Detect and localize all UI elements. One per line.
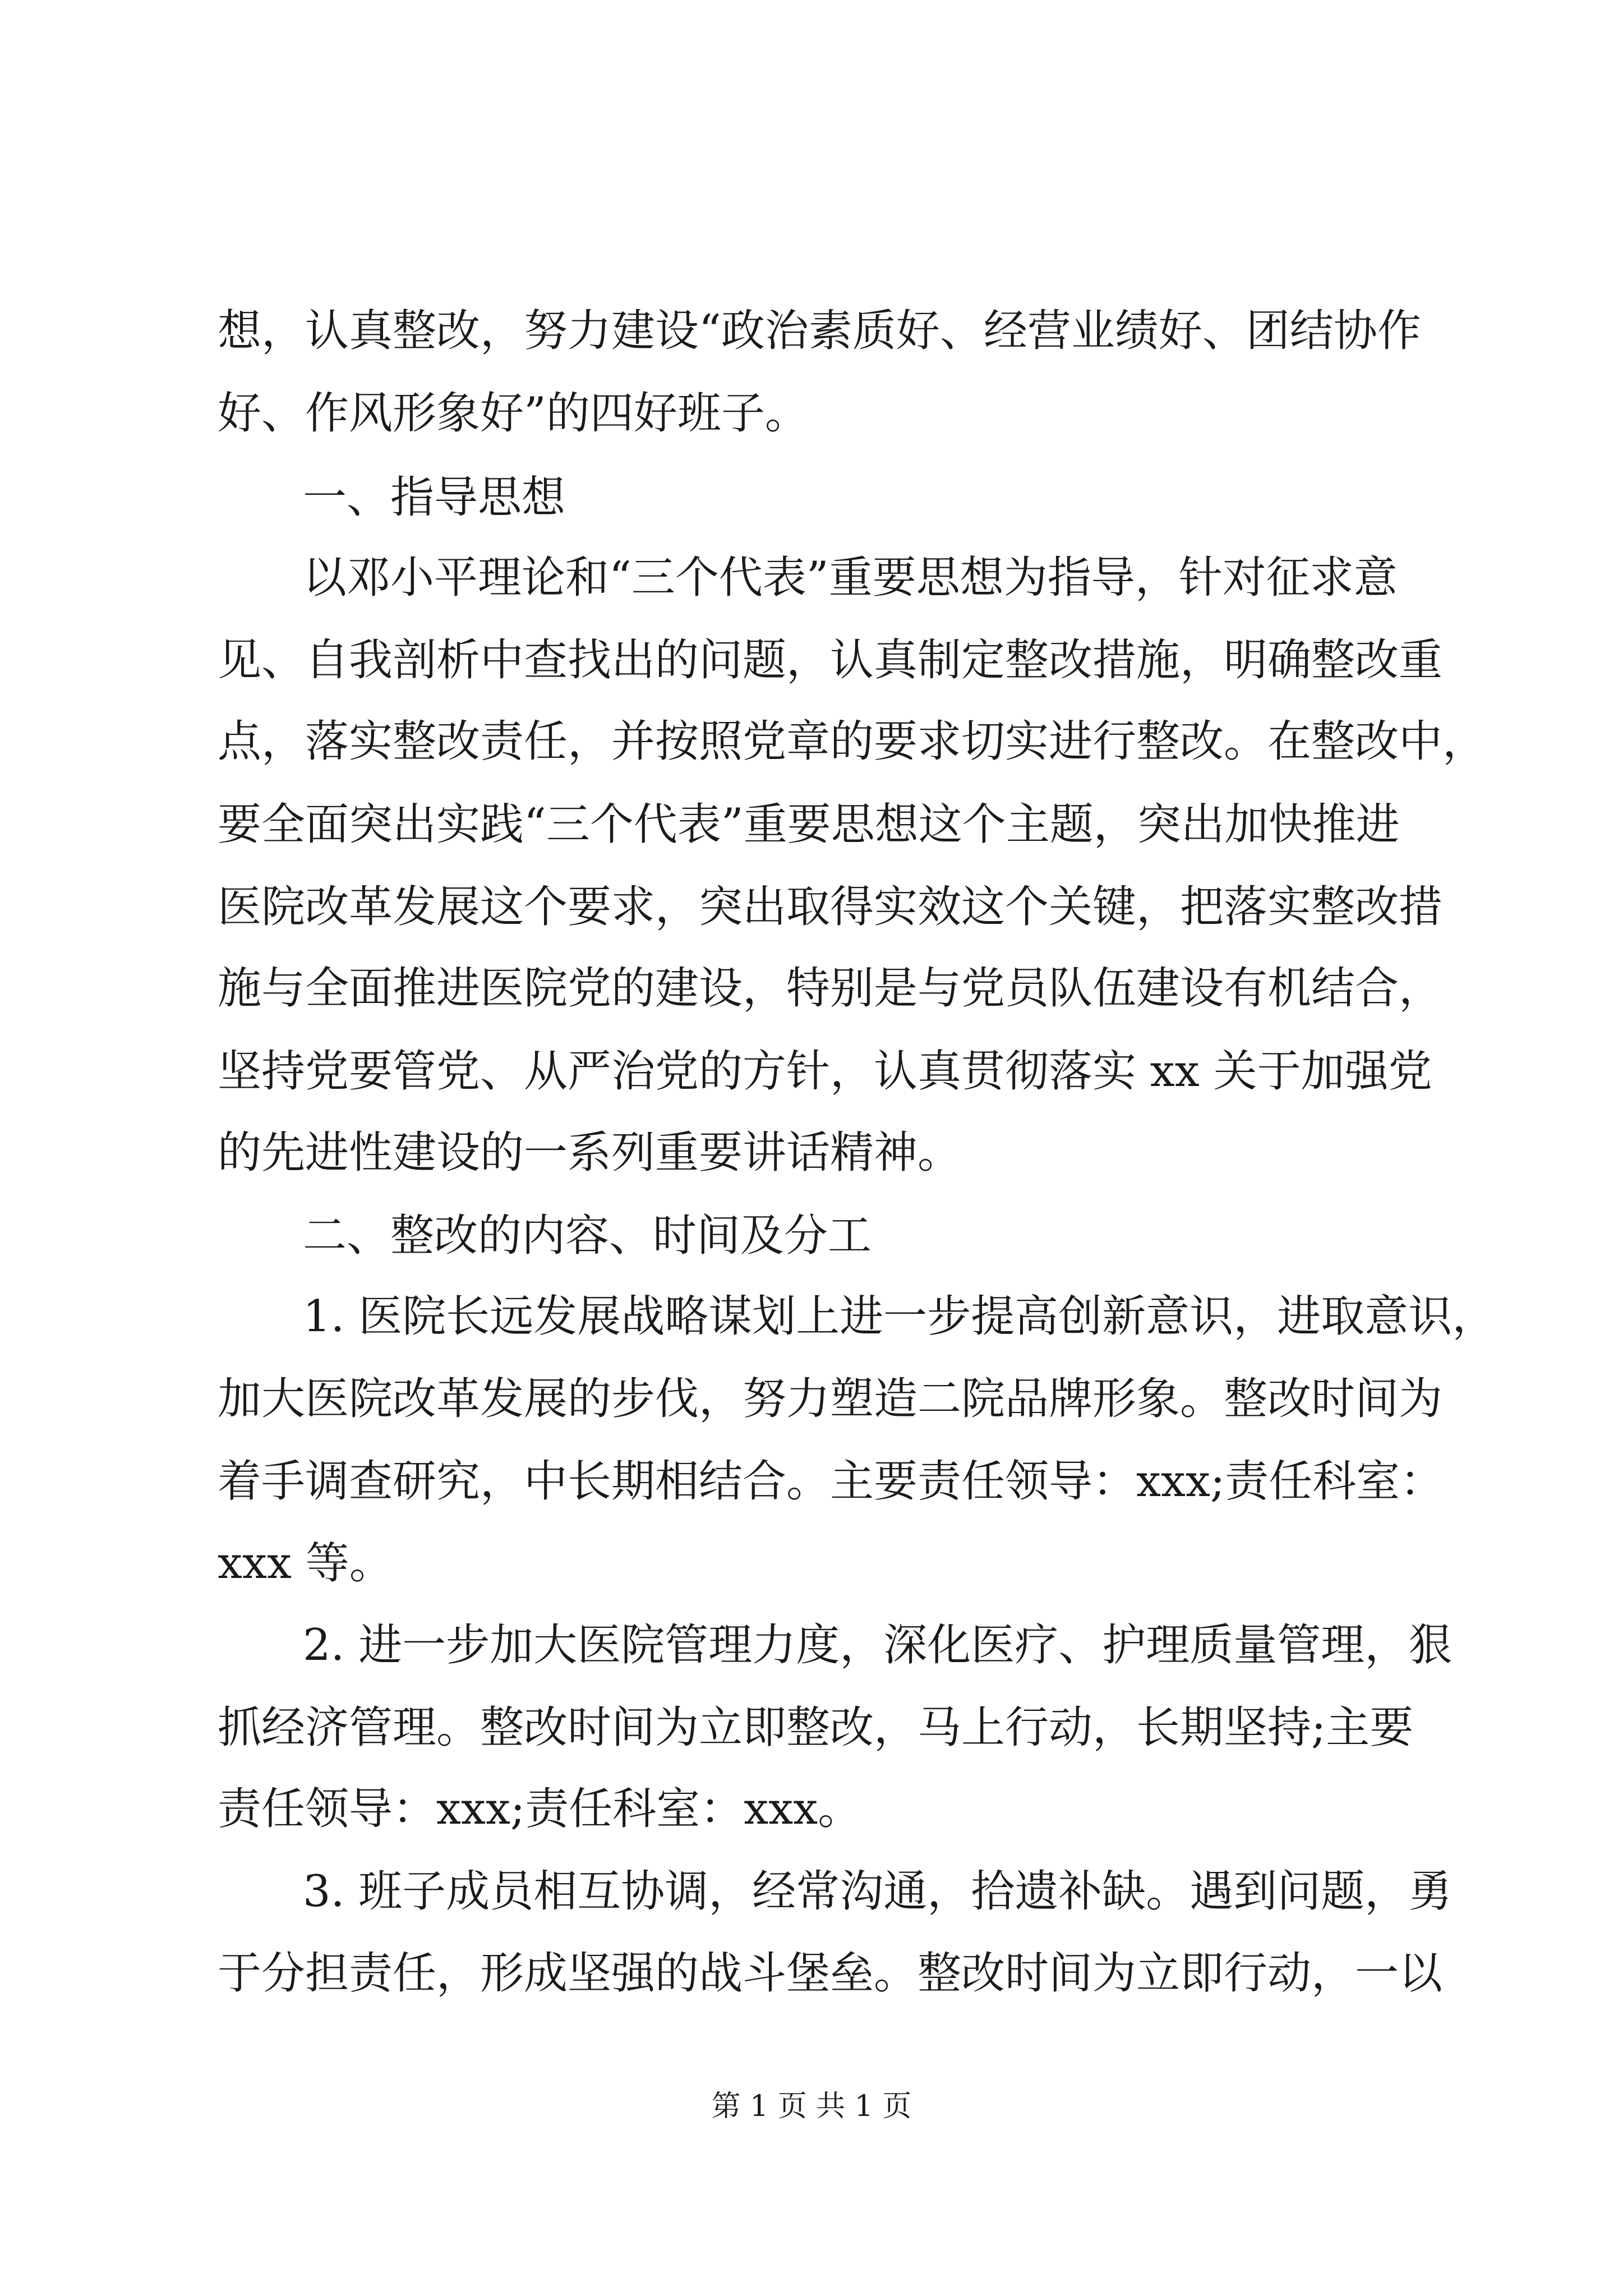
paragraph-line: 施与全面推进医院党的建设，特别是与党员队伍建设有机结合， [218,963,1443,1014]
paragraph-line: 以邓小平理论和“三个代表”重要思想为指导，针对征求意 [303,553,1398,603]
section-heading: 一、指导思想 [303,472,566,523]
paragraph-line: 要全面突出实践“三个代表”重要思想这个主题，突出加快推进 [218,799,1400,850]
paragraph-line: 好、作风形象好”的四好班子。 [218,388,809,439]
paragraph-line: 责任领导：xxx;责任科室：xxx。 [218,1784,862,1834]
paragraph-line: 医院改革发展这个要求，突出取得实效这个关键，把落实整改措 [218,882,1443,932]
section-heading: 二、整改的内容、时间及分工 [303,1211,872,1261]
paragraph-line: 想，认真整改，努力建设“政治素质好、经营业绩好、团结协作 [218,306,1421,356]
paragraph-line: 于分担责任，形成坚强的战斗堡垒。整改时间为立即行动，一以 [218,1948,1443,1999]
paragraph-line: 点，落实整改责任，并按照党章的要求切实进行整改。在整改中， [218,716,1487,767]
paragraph-line: 2. 进一步加大医院管理力度，深化医疗、护理质量管理，狠 [303,1620,1453,1671]
page-footer: 第 1 页 共 1 页 [711,2090,912,2123]
paragraph-line: 1. 医院长远发展战略谋划上进一步提高创新意识，进取意识， [303,1291,1496,1342]
paragraph-line: 抓经济管理。整改时间为立即整改，马上行动，长期坚持;主要 [218,1703,1414,1753]
paragraph-line: 加大医院改革发展的步伐，努力塑造二院品牌形象。整改时间为 [218,1374,1443,1424]
paragraph-line: 坚持党要管党、从严治党的方针，认真贯彻落实 xx 关于加强党 [218,1046,1432,1097]
paragraph-line: 见、自我剖析中查找出的问题，认真制定整改措施，明确整改重 [218,635,1443,685]
paragraph-line: 3. 班子成员相互协调，经常沟通，拾遗补缺。遇到问题，勇 [303,1866,1453,1917]
paragraph-line: 的先进性建设的一系列重要讲话精神。 [218,1128,962,1178]
paragraph-line: xxx 等。 [218,1538,393,1589]
paragraph-line: 着手调查研究，中长期相结合。主要责任领导：xxx;责任科室： [218,1456,1444,1507]
